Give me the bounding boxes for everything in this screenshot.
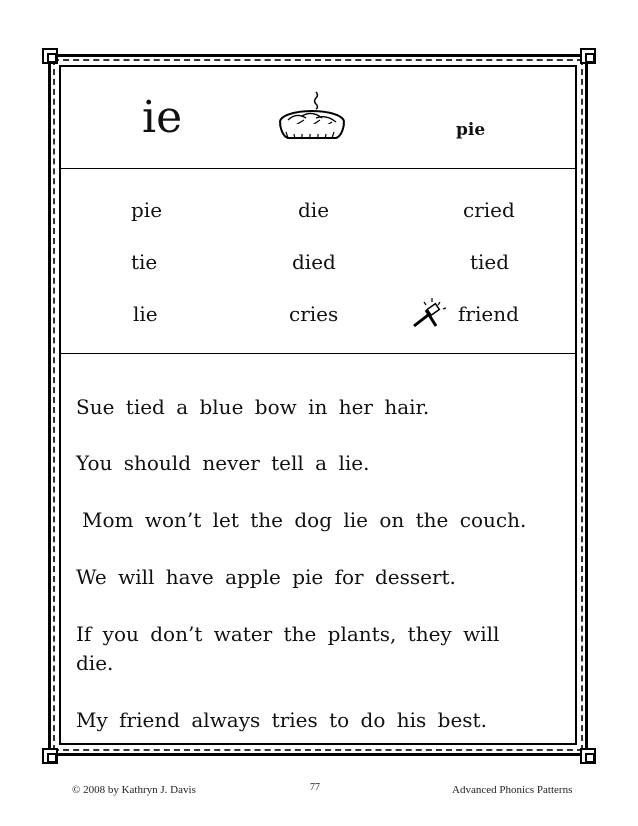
pie-icon	[272, 88, 352, 152]
sentence: You should never tell a lie.	[76, 451, 370, 475]
sentence: Sue tied a blue bow in her hair.	[76, 395, 430, 419]
sentence: Mom won’t let the dog lie on the couch.	[82, 508, 527, 532]
sentence: We will have apple pie for dessert.	[76, 565, 456, 589]
keyword: pie	[456, 120, 486, 140]
footer-page-number: 77	[310, 782, 320, 793]
footer-book-title: Advanced Phonics Patterns	[452, 784, 573, 796]
divider-middle	[59, 353, 577, 354]
word-item: pie	[131, 198, 163, 222]
word-item: cries	[289, 302, 339, 326]
sentence: die.	[76, 651, 114, 675]
word-item: died	[292, 250, 336, 274]
phonics-pattern: ie	[142, 92, 183, 143]
handshake-icon	[410, 296, 454, 330]
word-item: tied	[470, 250, 510, 274]
corner-ornament-top-left	[42, 48, 58, 64]
sentence: My friend always tries to do his best.	[76, 708, 487, 732]
footer-copyright: © 2008 by Kathryn J. Davis	[72, 784, 196, 796]
corner-ornament-top-right	[580, 48, 596, 64]
divider-top	[59, 168, 577, 169]
word-item: friend	[458, 302, 519, 326]
word-item: lie	[133, 302, 158, 326]
word-item: die	[298, 198, 330, 222]
sentence: If you don’t water the plants, they will	[76, 622, 500, 646]
corner-ornament-bottom-left	[42, 748, 58, 764]
word-item: cried	[463, 198, 515, 222]
word-item: tie	[131, 250, 158, 274]
corner-ornament-bottom-right	[580, 748, 596, 764]
